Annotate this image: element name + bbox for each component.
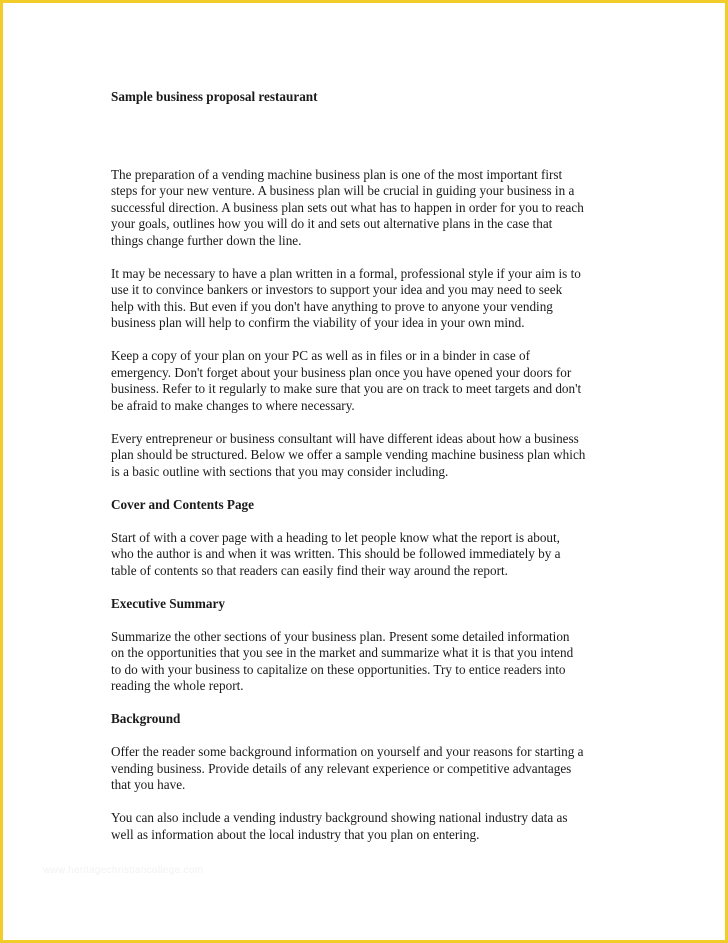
text-line: is a basic outline with sections that you may consider including. xyxy=(111,463,449,479)
text-line: that you have. xyxy=(111,777,186,792)
text-line: Keep a copy of your plan on your PC as well as in files or in a binder in case of xyxy=(111,348,530,363)
text-line: Background xyxy=(111,711,181,726)
paragraph xyxy=(111,810,631,843)
text-line: things change further down the line. xyxy=(111,232,302,248)
paragraph xyxy=(111,348,631,414)
text-line: You can also include a vending industry background showing national industry data as xyxy=(111,810,568,825)
paragraph xyxy=(111,744,631,794)
text-line: reading the whole report. xyxy=(111,678,244,693)
paragraph xyxy=(111,167,631,250)
paragraph xyxy=(111,629,631,695)
text-line: steps for your new venture. A business plan will be crucial in guiding your business in a xyxy=(111,183,575,198)
section-heading xyxy=(111,497,631,514)
text-line: business. Refer to it regularly to make sure that you are on track to meet targets and don't xyxy=(111,381,582,396)
watermark-text: www.heritagechristiancollege.com xyxy=(43,865,204,876)
section-heading xyxy=(111,596,631,613)
text-line: well as information about the local industry that you plan on entering. xyxy=(111,826,480,842)
document-page xyxy=(111,89,631,860)
text-line: Summarize the other sections of your business plan. Present some detailed information xyxy=(111,628,570,644)
text-line: be afraid to make changes to where necessary. xyxy=(111,397,355,413)
text-line: successful direction. A business plan sets out what has to happen in order for you to reach xyxy=(111,199,584,215)
paragraph xyxy=(111,266,631,332)
text-line: The preparation of a vending machine business plan is one of the most important first xyxy=(111,166,563,182)
text-line: business plan will help to confirm the viability of your idea in your own mind. xyxy=(111,315,525,330)
text-line: emergency. Don't forget about your business plan once you have opened your doors for xyxy=(111,364,572,380)
text-line: your goals, outlines how you will do it and sets out alternative plans in the case that xyxy=(111,216,553,231)
text-line: Cover and Contents Page xyxy=(111,496,254,512)
text-line: who the author is and when it was written. This should be followed immediately by a xyxy=(111,546,561,561)
text-line: table of contents so that readers can easily find their way around the report. xyxy=(111,562,508,578)
text-line: Offer the reader some background information on yourself and your reasons for starting a xyxy=(111,744,584,759)
text-line: to do with your business to capitalize on these opportunities. Try to entice readers into xyxy=(111,661,566,677)
text-line: It may be necessary to have a plan written in a formal, professional style if your aim is to xyxy=(111,265,581,281)
text-line: plan should be structured. Below we offer a sample vending machine business plan which xyxy=(111,447,586,462)
paragraph xyxy=(111,431,631,481)
text-line: use it to convince bankers or investors to support your idea and you may need to seek xyxy=(111,282,563,297)
text-line: Start of with a cover page with a heading to let people know what the report is about, xyxy=(111,529,560,545)
text-line: Executive Summary xyxy=(111,595,225,611)
document-title: Sample business proposal restaurant xyxy=(111,89,318,104)
text-line: vending business. Provide details of any relevant experience or competitive advantages xyxy=(111,760,572,776)
text-line: on the opportunities that you see in the market and summarize what it is that you intend xyxy=(111,645,574,660)
document-body xyxy=(111,167,631,844)
paragraph xyxy=(111,530,631,580)
section-heading xyxy=(111,711,631,728)
text-line: help with this. But even if you don't have anything to prove to anyone your vending xyxy=(111,298,553,314)
text-line: Every entrepreneur or business consultant will have different ideas about how a business xyxy=(111,430,579,446)
